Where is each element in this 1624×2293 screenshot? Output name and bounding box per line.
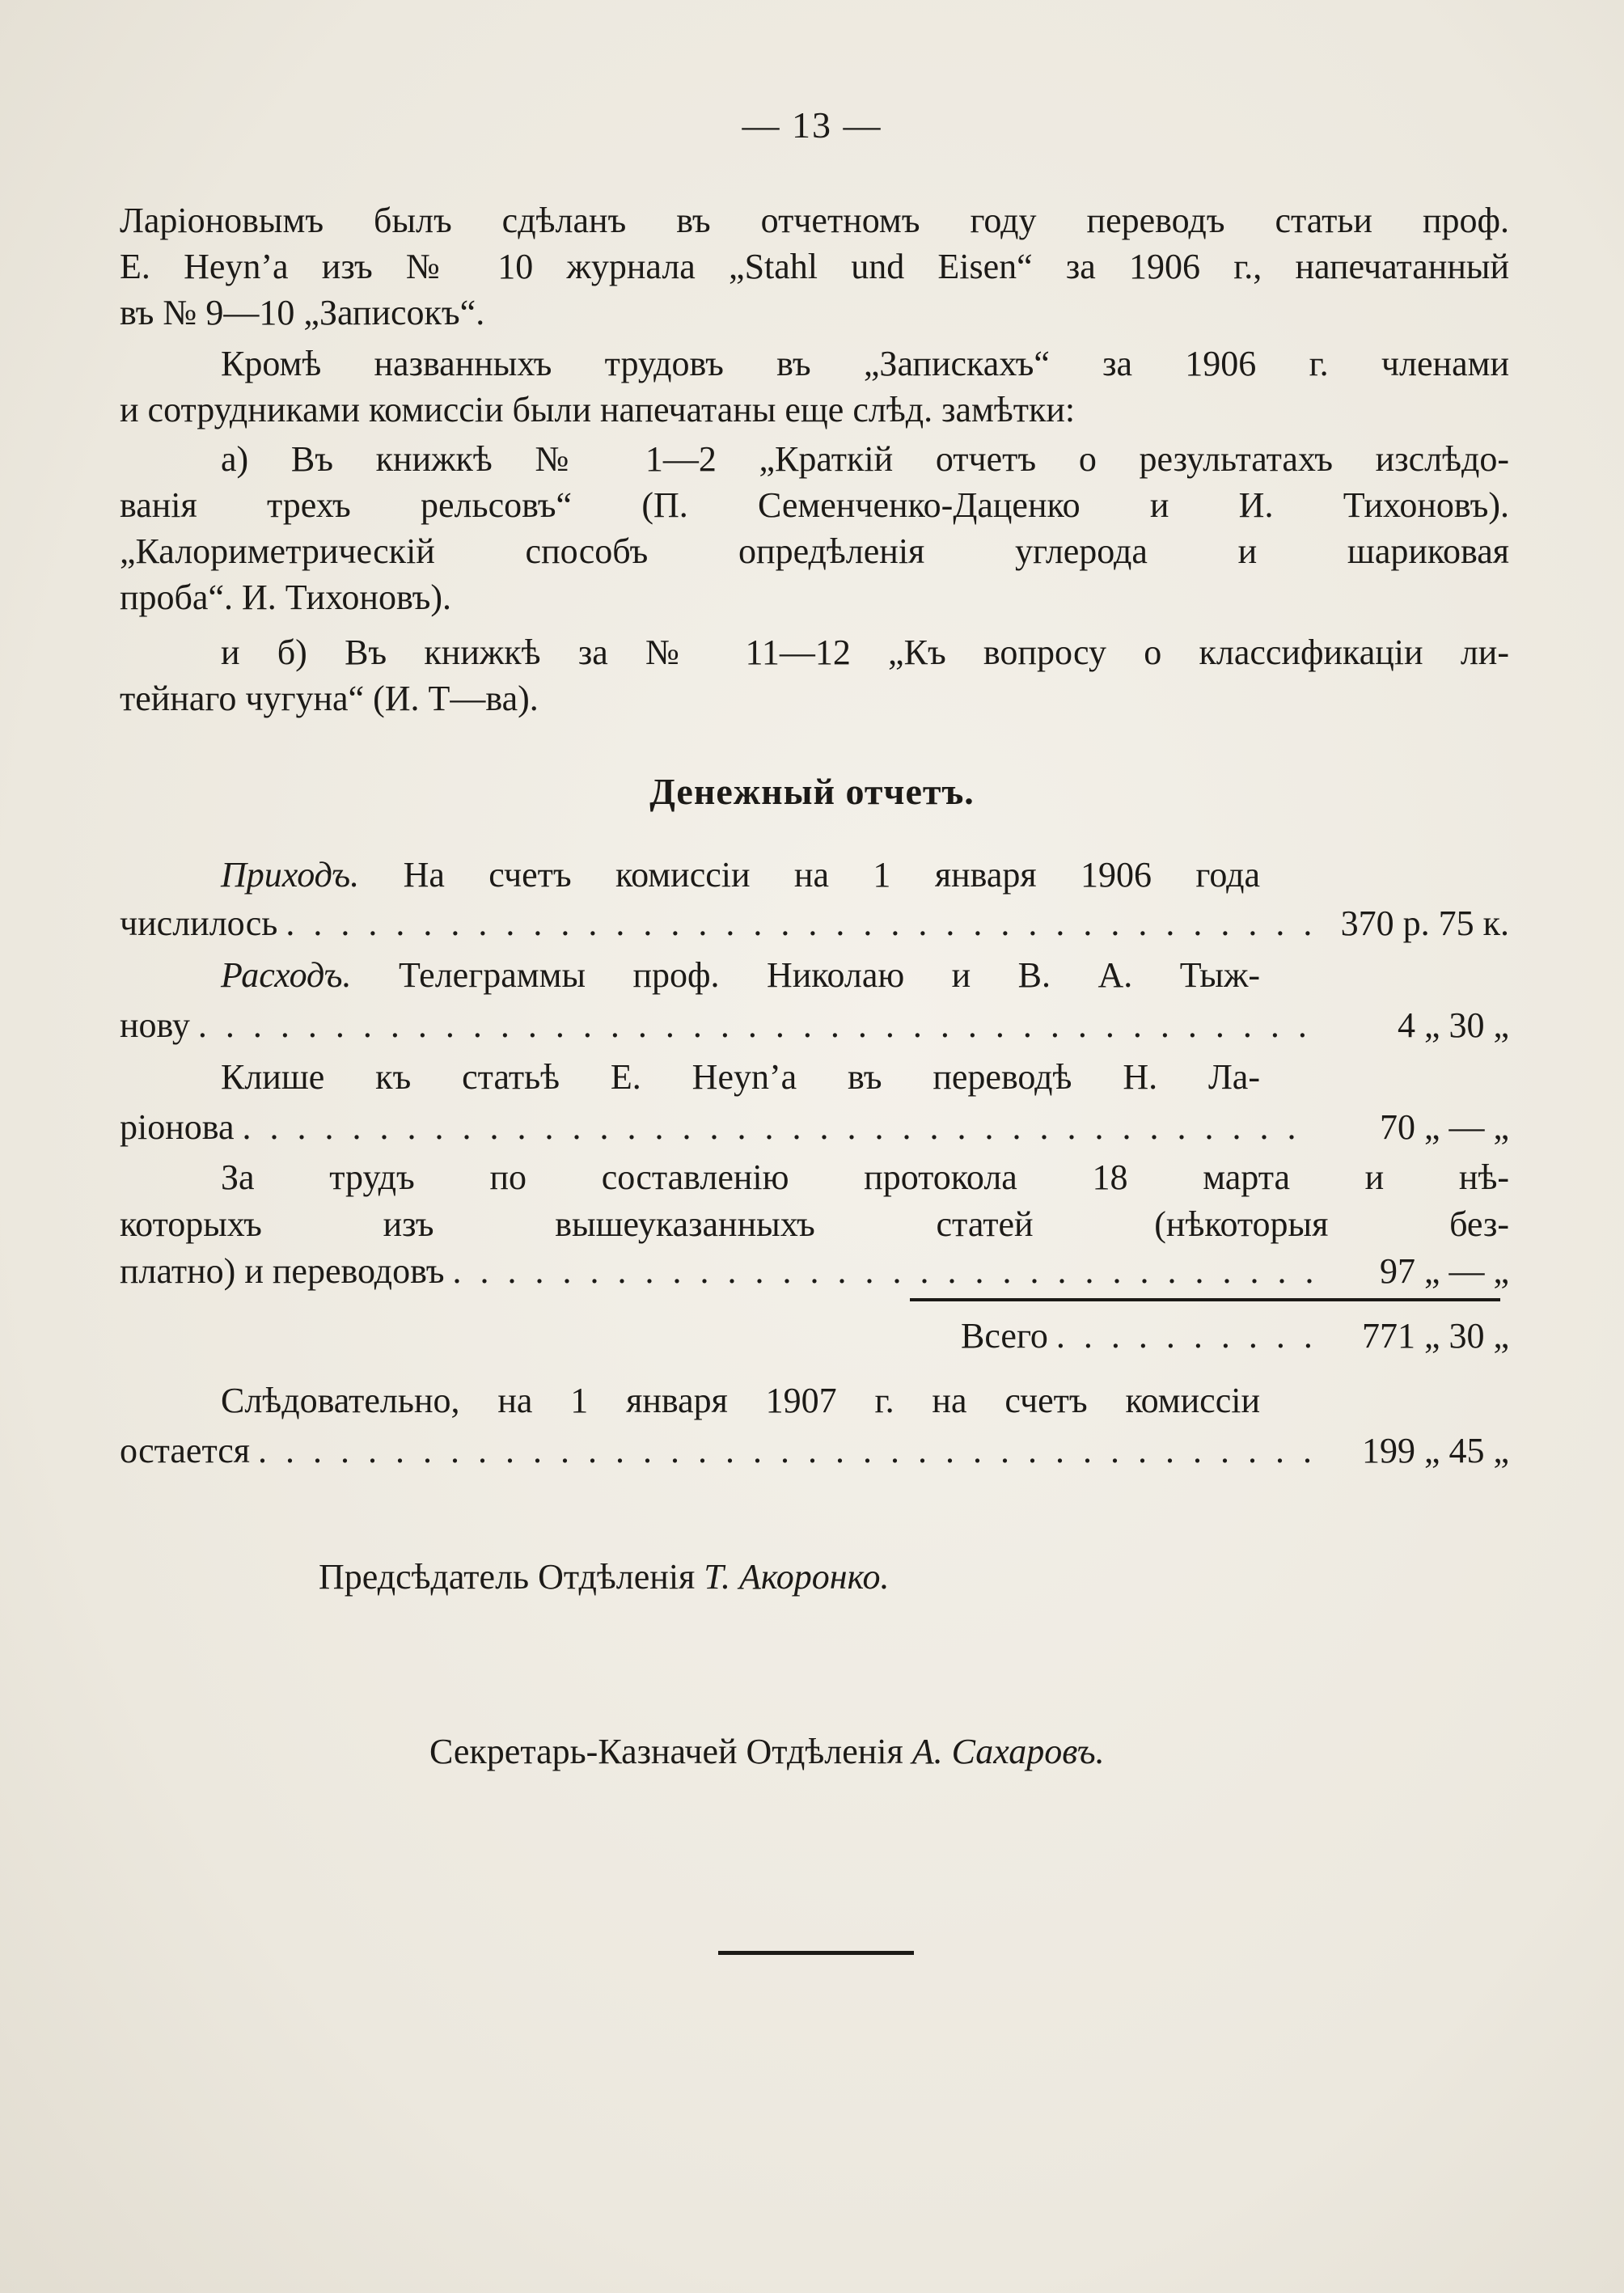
exp2-cont: ріонова bbox=[120, 1107, 235, 1147]
text-line: тейнаго чугуна“ (И. Т—ва). bbox=[120, 679, 539, 718]
text-line: E. Heyn’a изъ № 10 журнала „Stahl und Eisen“ за 1906 г., напечатанный bbox=[120, 247, 1509, 286]
exp1-amount: 4 „ 30 „ bbox=[1397, 1005, 1509, 1045]
exp1-row bbox=[120, 1004, 1509, 1047]
report-heading: Денежный отчетъ. bbox=[649, 771, 975, 812]
balance-line: Слѣдовательно, на 1 января 1907 г. на счетъ комиссіи bbox=[221, 1381, 1260, 1420]
text-line: ванія трехъ рельсовъ“ (П. Семенченко-Даценко и И. Тихоновъ). bbox=[120, 485, 1509, 525]
text-line: „Калориметрическій способъ опредѣленія углерода и шариковая bbox=[120, 531, 1509, 571]
text-line: и сотрудниками комиссіи были напечатаны еще слѣд. замѣтки: bbox=[120, 390, 1076, 429]
secretary-title: Секретарь-Казначей Отдѣленія bbox=[429, 1732, 903, 1771]
text-line: и б) Въ книжкѣ за № 11—12 „Къ вопросу о классификаціи ли- bbox=[221, 632, 1509, 672]
text-line: въ № 9—10 „Записокъ“. bbox=[120, 293, 485, 332]
text-line: Ларіоновымъ былъ сдѣланъ въ отчетномъ году переводъ статьи проф. bbox=[120, 201, 1509, 240]
chair-signature bbox=[0, 1556, 1624, 1597]
exp1-text: Телеграммы проф. Николаю и В. А. Тыж- bbox=[398, 955, 1261, 995]
exp2-amount: 70 „ — „ bbox=[1379, 1107, 1509, 1147]
exp2-line: Клише къ статьѣ E. Heyn’a въ переводѣ Н. Ла- bbox=[221, 1057, 1260, 1097]
exp2-row bbox=[120, 1106, 1509, 1149]
text-line: а) Въ книжкѣ № 1—2 „Краткій отчетъ о результатахъ изслѣдо- bbox=[221, 439, 1509, 479]
expense-line-1 bbox=[120, 954, 1260, 997]
dot-leader bbox=[285, 902, 1315, 946]
exp3-line-1: За трудъ по составленію протокола 18 марта и нѣ- bbox=[221, 1157, 1509, 1197]
chair-name: Т. Акоронко. bbox=[704, 1557, 890, 1597]
income-cont: числилось bbox=[120, 903, 278, 943]
exp1-cont: нову bbox=[120, 1005, 190, 1045]
income-label: Приходъ. bbox=[221, 855, 360, 895]
total-amount: 771 „ 30 „ bbox=[1361, 1316, 1509, 1356]
income-row bbox=[120, 902, 1509, 946]
chair-title: Предсѣдатель Отдѣленія bbox=[319, 1557, 696, 1597]
dot-leader bbox=[453, 1250, 1316, 1293]
exp3-line-2: которыхъ изъ вышеуказанныхъ статей (нѣкоторыя без- bbox=[120, 1204, 1509, 1244]
income-text: На счетъ комиссіи на 1 января 1906 года bbox=[403, 855, 1261, 895]
income-amount: 370 р. 75 к. bbox=[1340, 903, 1509, 943]
balance-row bbox=[120, 1429, 1509, 1473]
dot-leader bbox=[243, 1106, 1316, 1149]
page-number: — 13 — bbox=[742, 104, 882, 146]
income-line bbox=[120, 853, 1260, 897]
text-line: проба“. И. Тихоновъ). bbox=[120, 577, 452, 617]
total-row bbox=[961, 1314, 1509, 1358]
text-line: Кромѣ названныхъ трудовъ въ „Запискахъ“ за 1906 г. членами bbox=[221, 344, 1509, 383]
dot-leader bbox=[258, 1429, 1315, 1473]
balance-cont: остается bbox=[120, 1431, 250, 1470]
secretary-signature bbox=[0, 1731, 1624, 1772]
total-label: Всего bbox=[961, 1316, 1048, 1356]
sum-rule bbox=[910, 1298, 1500, 1301]
dot-leader bbox=[198, 1004, 1315, 1047]
exp3-amount: 97 „ — „ bbox=[1379, 1251, 1509, 1291]
dot-leader bbox=[1056, 1314, 1315, 1358]
exp3-row bbox=[120, 1250, 1509, 1293]
exp3-cont: платно) и переводовъ bbox=[120, 1251, 445, 1291]
balance-amount: 199 „ 45 „ bbox=[1361, 1431, 1509, 1470]
expense-label: Расходъ. bbox=[221, 955, 352, 995]
secretary-name: А. Сахаровъ. bbox=[911, 1732, 1105, 1771]
end-rule bbox=[718, 1951, 914, 1955]
